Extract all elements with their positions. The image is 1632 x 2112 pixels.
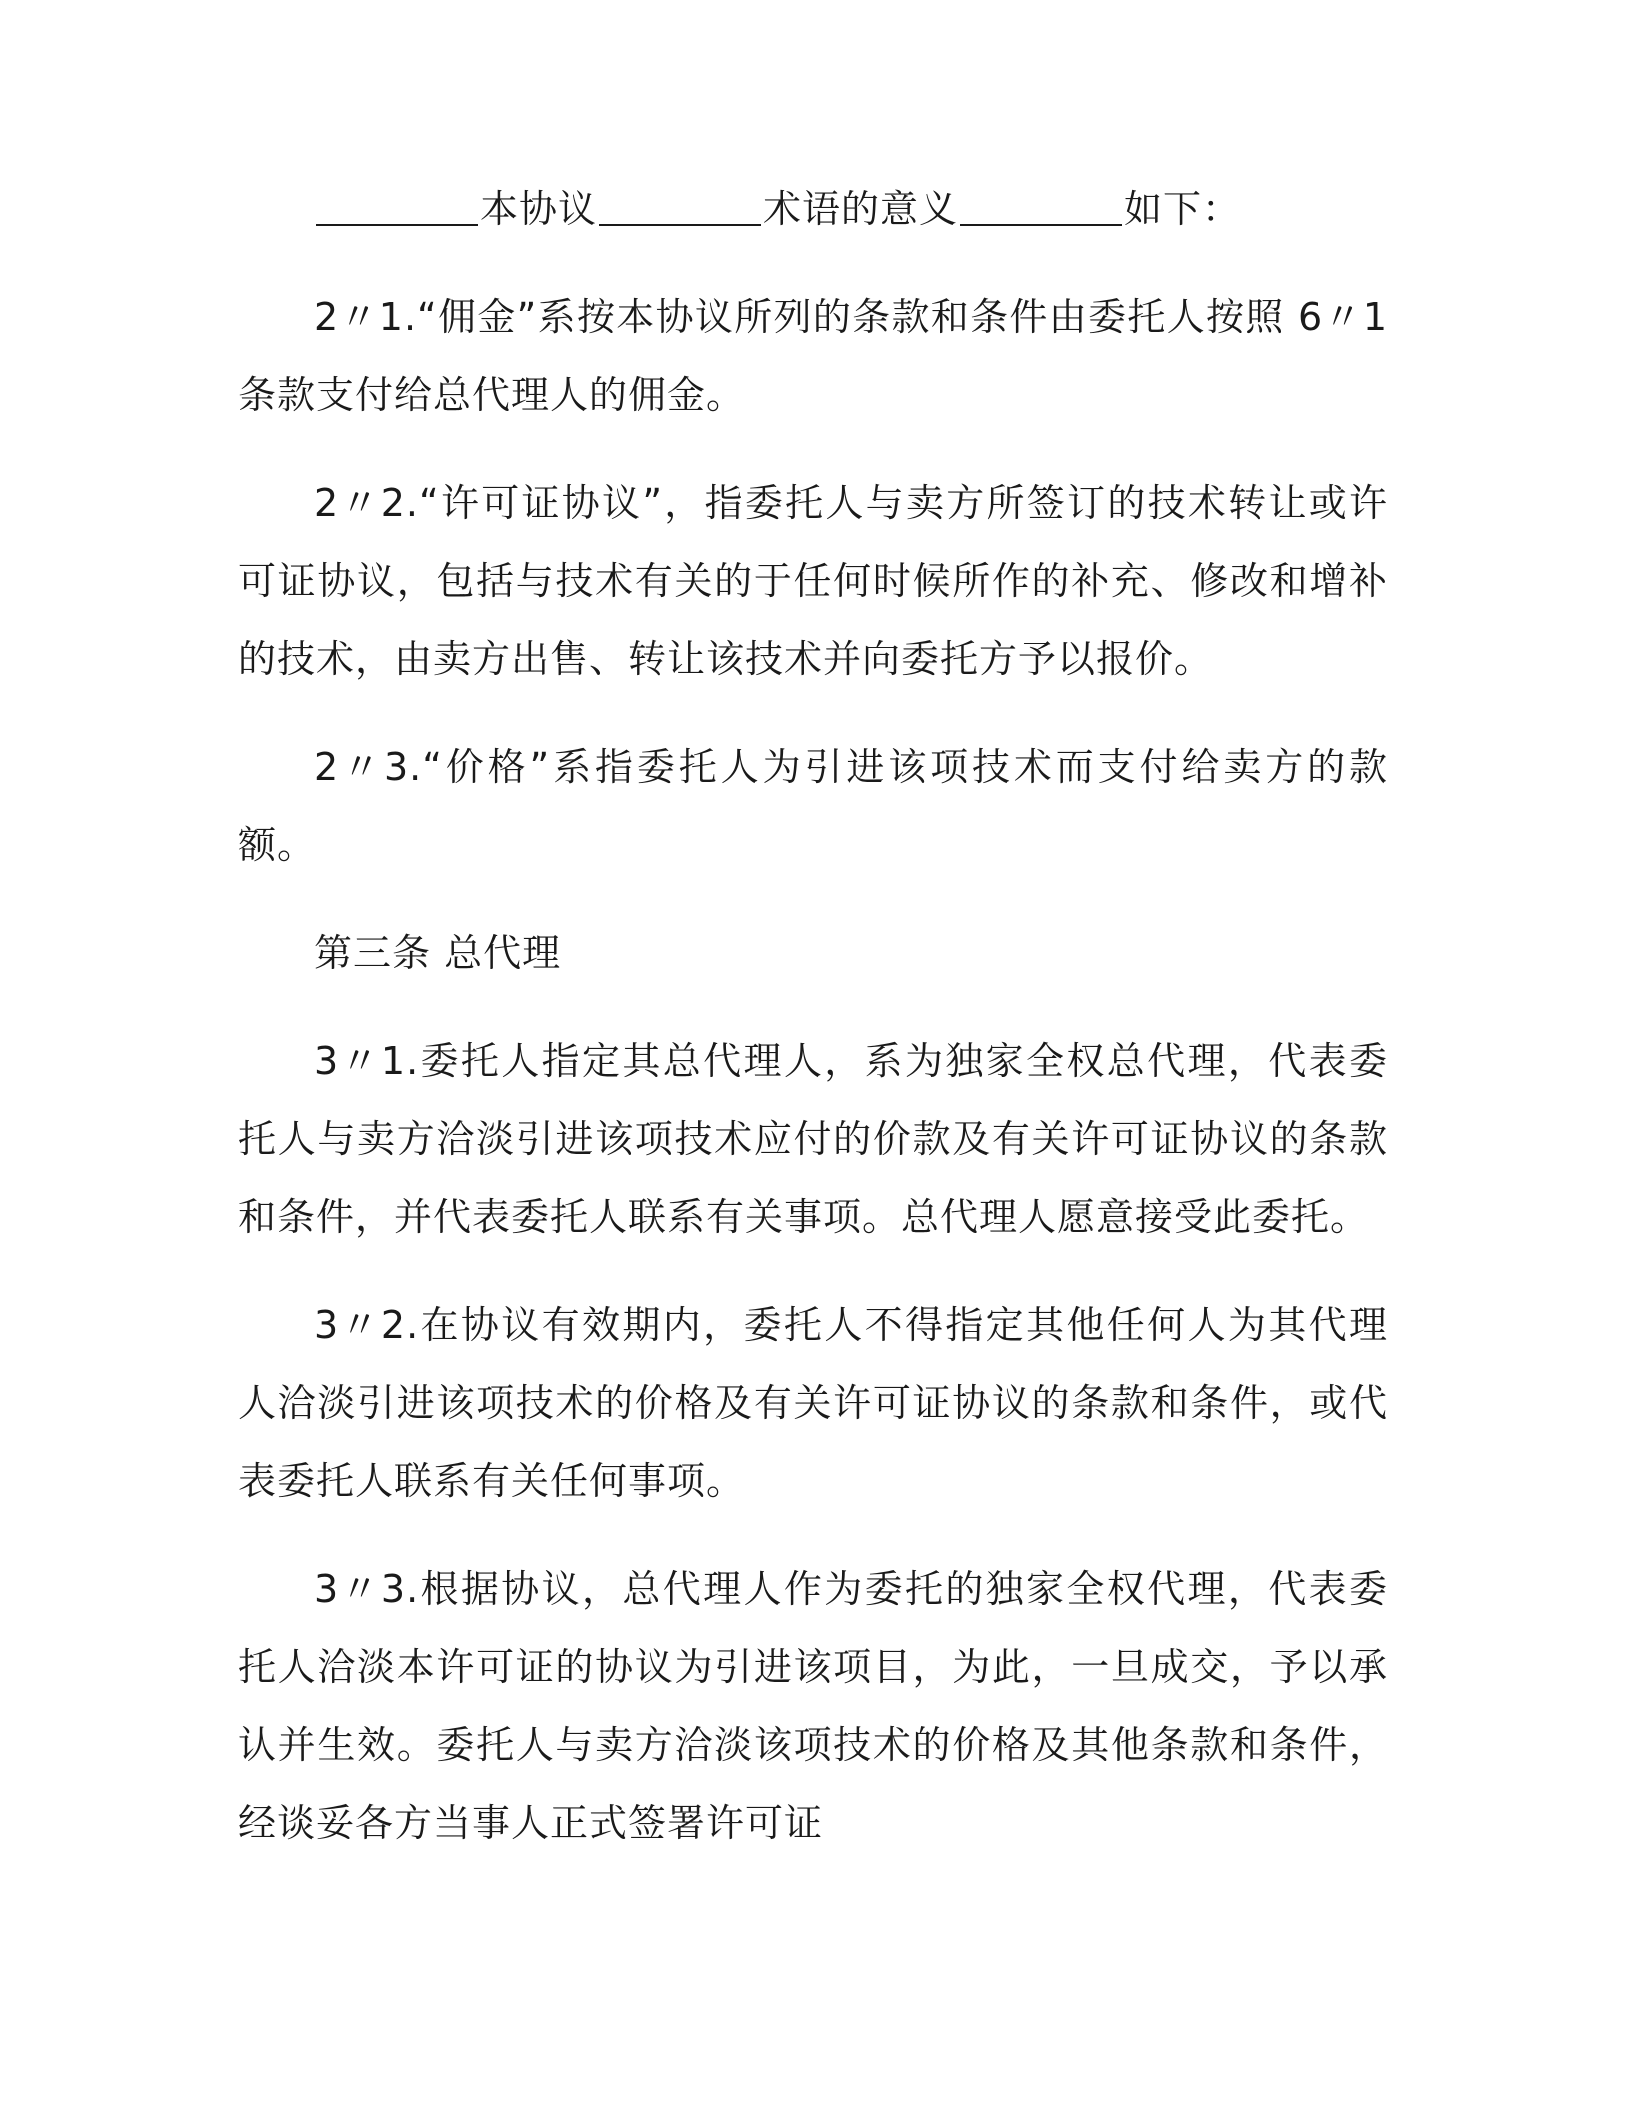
definitions-intro [238, 170, 1388, 248]
intro-text-2: 术语的意义 [763, 187, 959, 231]
fill-blank [599, 180, 761, 226]
fill-blank [316, 180, 478, 226]
article-3-heading: 第三条 总代理 [314, 931, 562, 975]
clause-3-2: 3〃2.在协议有效期内，委托人不得指定其他任何人为其代理人洽淡引进该项技术的价格及有关许可证协议的条款和条件，或代表委托人联系有关任何事项。 [238, 1303, 1388, 1503]
clause-2-2: 2〃2.“许可证协议”，指委托人与卖方所签订的技术转让或许可证协议，包括与技术有关的于任何时候所作的补充、修改和增补的技术，由卖方出售、转让该技术并向委托方予以报价。 [238, 481, 1388, 681]
clause-3-1: 3〃1.委托人指定其总代理人，系为独家全权总代理，代表委托人与卖方洽淡引进该项技术应付的价款及有关许可证协议的条款和条件，并代表委托人联系有关事项。总代理人愿意接受此委托。 [238, 1039, 1388, 1239]
clause-3-3: 3〃3.根据协议，总代理人作为委托的独家全权代理，代表委托人洽淡本许可证的协议为引进该项目，为此，一旦成交，予以承认并生效。委托人与卖方洽淡该项技术的价格及其他条款和条件，经谈妥各方当事人正式签署许可证 [238, 1567, 1388, 1845]
clause-2-1: 2〃1.“佣金”系按本协议所列的条款和条件由委托人按照 6〃1 条款支付给总代理人的佣金。 [238, 295, 1388, 417]
document-body [238, 170, 1388, 1892]
fill-blank [960, 180, 1122, 226]
intro-text-3: 如下： [1124, 187, 1242, 231]
clause-2-3: 2〃3.“价格”系指委托人为引进该项技术而支付给卖方的款额。 [238, 745, 1388, 867]
intro-text-1: 本协议 [480, 187, 598, 231]
